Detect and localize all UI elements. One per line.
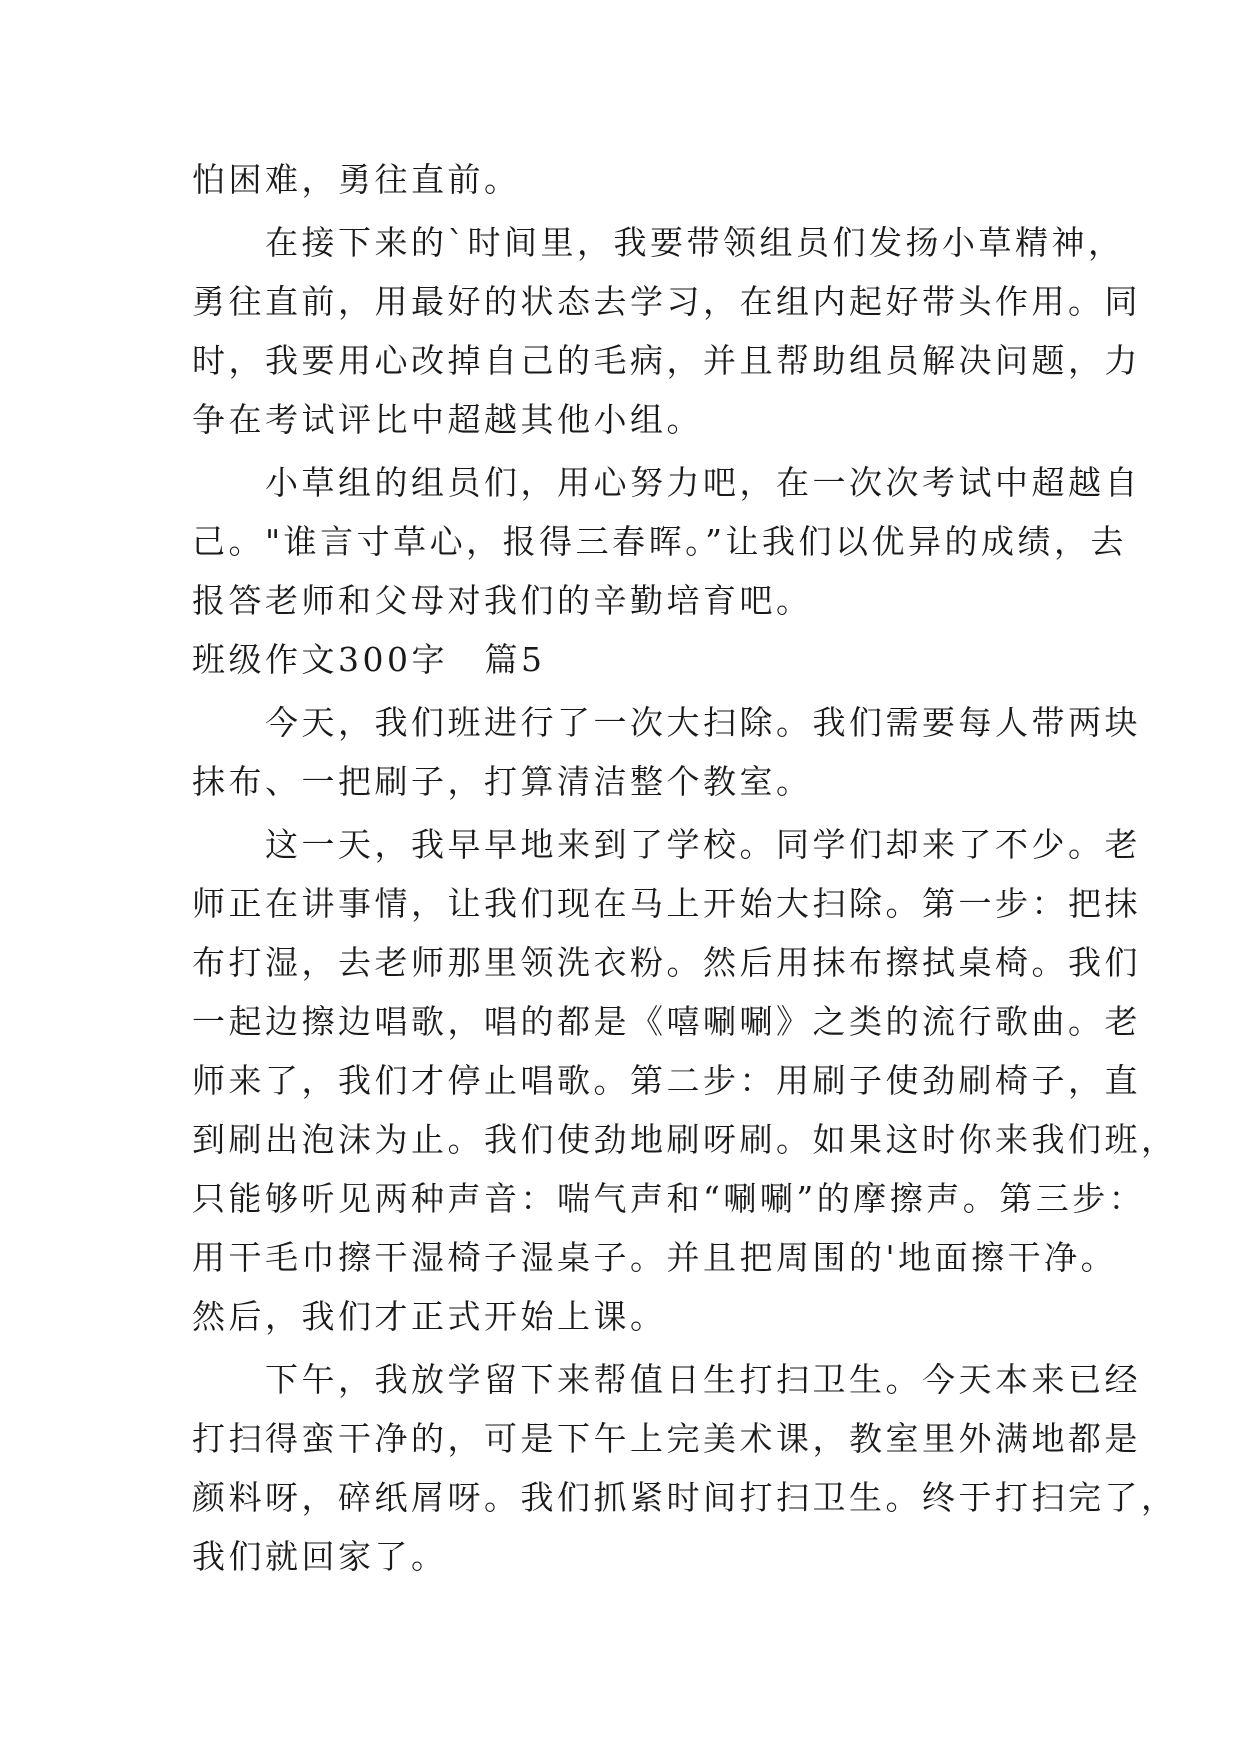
text-line: 师来了，我们才停止唱歌。第二步：用刷子使劲刷椅子，直 [192,1061,1141,1100]
text-line: 打扫得蛮干净的，可是下午上完美术课，教室里外满地都是 [192,1419,1141,1458]
text-line: 布打湿，去老师那里领洗衣粉。然后用抹布擦拭桌椅。我们 [192,943,1141,982]
text-line: 师正在讲事情，让我们现在马上开始大扫除。第一步：把抹 [192,884,1141,923]
text-line: 用干毛巾擦干湿椅子湿桌子。并且把周围的'地面擦干净。 [192,1238,1118,1277]
text-line: 这一天，我早早地来到了学校。同学们却来了不少。老 [192,825,1141,864]
section-heading: 班级作文300字 篇5 [192,640,546,679]
text-line: 抹布、一把刷子，打算清洁整个教室。 [192,762,813,801]
text-line: 我们就回家了。 [192,1537,448,1576]
text-line: 一起边擦边唱歌，唱的都是《嘻唰唰》之类的流行歌曲。老 [192,1002,1141,1041]
text-line: 下午，我放学留下来帮值日生打扫卫生。今天本来已经 [192,1360,1141,1399]
text-line: 时，我要用心改掉自己的毛病，并且帮助组员解决问题，力 [192,341,1141,380]
text-line: 到刷出泡沫为止。我们使劲地刷呀刷。如果这时你来我们班， [192,1120,1178,1159]
text-line: 颜料呀，碎纸屑呀。我们抓紧时间打扫卫生。终于打扫完了， [192,1478,1178,1517]
text-line: 小草组的组员们，用心努力吧，在一次次考试中超越自 [192,463,1141,502]
text-line: 只能够听见两种声音：喘气声和“唰唰”的摩擦声。第三步： [192,1179,1146,1218]
text-line: 勇往直前，用最好的状态去学习，在组内起好带头作用。同 [192,282,1141,321]
text-line: 报答老师和父母对我们的辛勤培育吧。 [192,581,813,620]
text-line: 在接下来的`时间里，我要带领组员们发扬小草精神， [192,223,1125,262]
text-line: 己。"谁言寸草心，报得三春晖。”让我们以优异的成绩，去 [192,522,1128,561]
text-line: 怕困难，勇往直前。 [192,160,521,199]
document-page [192,150,1178,1586]
text-line: 争在考试评比中超越其他小组。 [192,400,703,439]
text-line: 然后，我们才正式开始上课。 [192,1297,667,1336]
text-line: 今天，我们班进行了一次大扫除。我们需要每人带两块 [192,703,1141,742]
